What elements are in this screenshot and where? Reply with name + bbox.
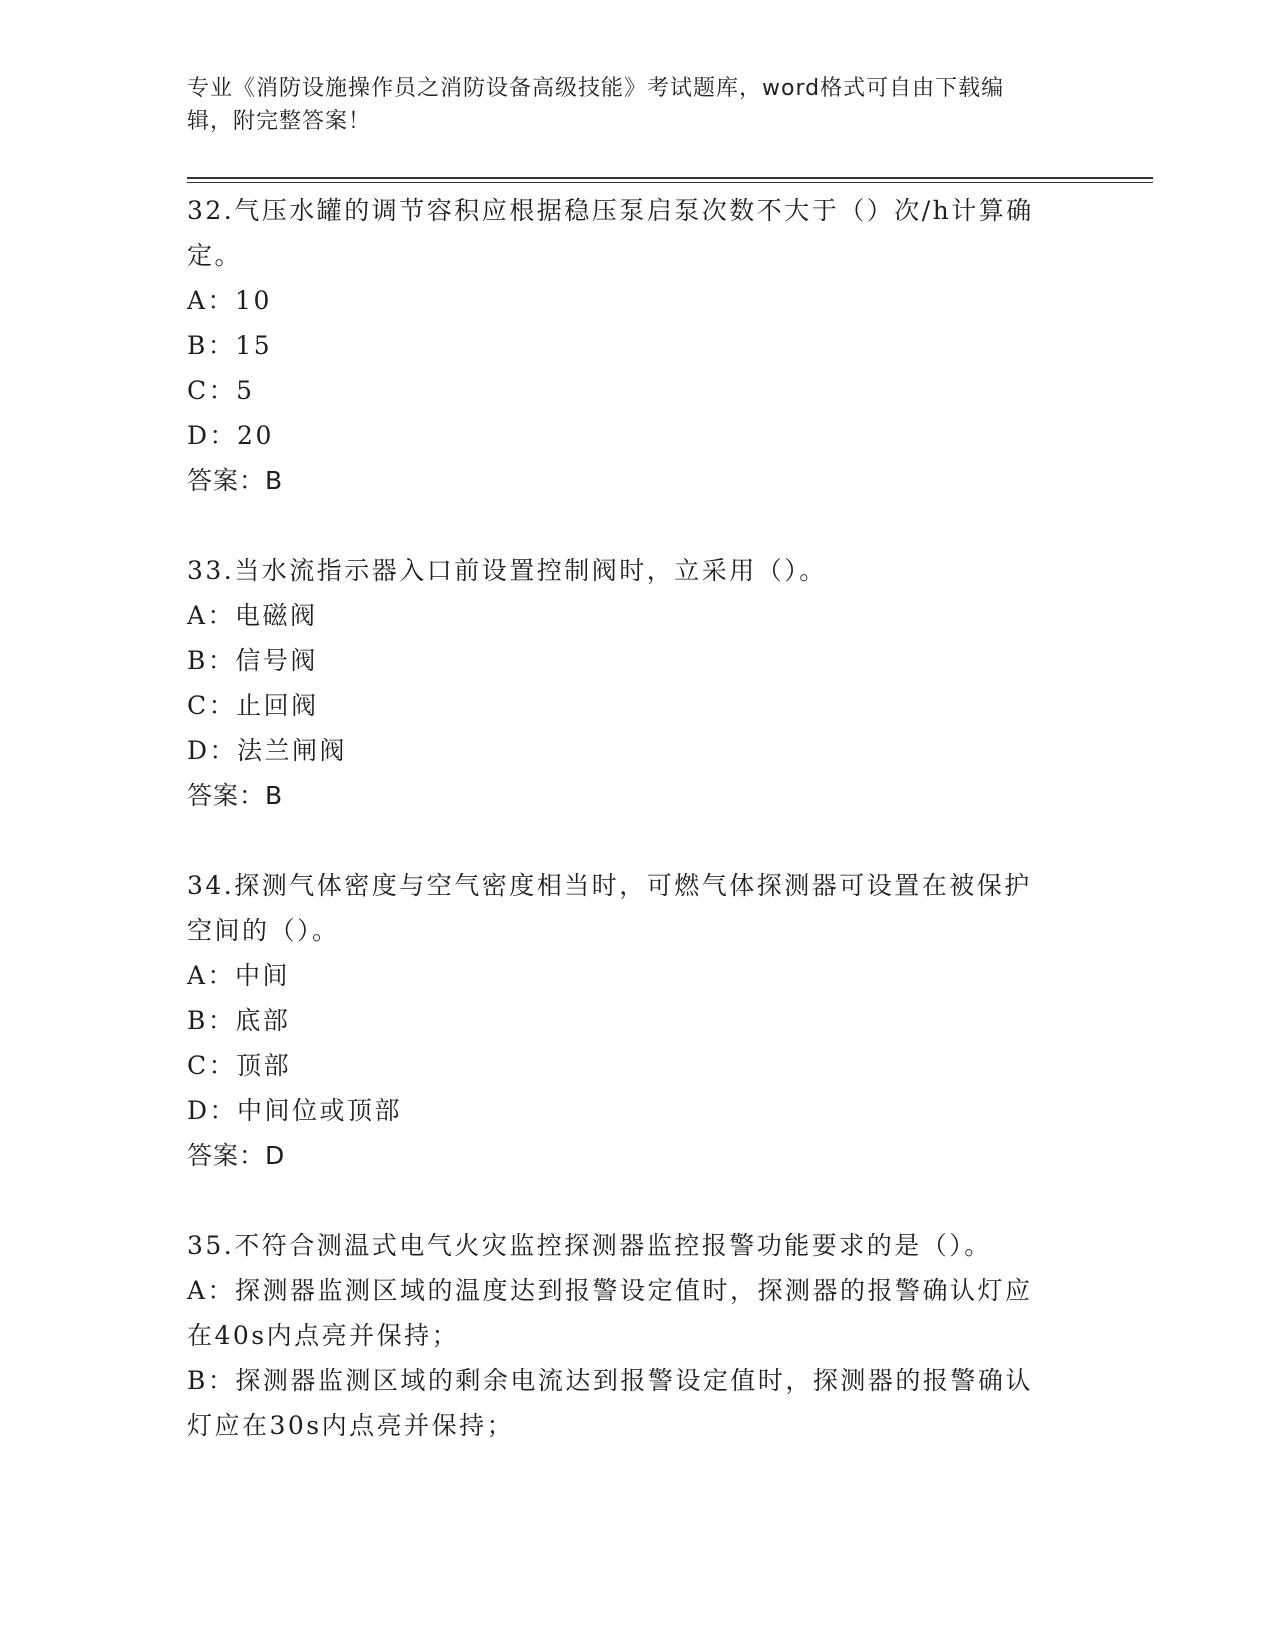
option-a: A：10	[187, 286, 272, 315]
question-stem: 35.不符合测温式电气火灾监控探测器监控报警功能要求的是（）。	[187, 1231, 992, 1260]
option-c: C：5	[187, 376, 255, 405]
question-stem-continued: 定。	[187, 241, 243, 270]
option-c: C：顶部	[187, 1051, 292, 1080]
option-b: B：探测器监测区域的剩余电流达到报警设定值时，探测器的报警确认	[187, 1366, 1033, 1395]
header-line-1: 专业《消防设施操作员之消防设备高级技能》考试题库，word格式可自由下载编	[187, 76, 1005, 101]
option-d: D：中间位或顶部	[187, 1096, 403, 1125]
question-stem-continued: 空间的（）。	[187, 916, 340, 945]
option-a-continued: 在40s内点亮并保持；	[187, 1321, 460, 1350]
question-stem: 34.探测气体密度与空气密度相当时，可燃气体探测器可设置在被保护	[187, 871, 1032, 900]
option-b: B：15	[187, 331, 273, 360]
option-b-continued: 灯应在30s内点亮并保持；	[187, 1411, 515, 1440]
option-a: A：探测器监测区域的温度达到报警设定值时，探测器的报警确认灯应	[187, 1276, 1033, 1305]
option-a: A：中间	[187, 961, 291, 990]
option-c: C：止回阀	[187, 691, 319, 720]
answer: 答案：B	[187, 466, 284, 495]
option-b: B：信号阀	[187, 646, 318, 675]
answer: 答案：D	[187, 1141, 286, 1170]
question-stem: 32.气压水罐的调节容积应根据稳压泵启泵次数不大于（）次/h计算确	[187, 196, 1034, 225]
document-header	[187, 72, 1087, 138]
option-d: D：20	[187, 421, 274, 450]
question-35	[187, 1223, 1087, 1448]
question-stem: 33.当水流指示器入口前设置控制阀时，立采用（）。	[187, 556, 827, 585]
answer: 答案：B	[187, 781, 284, 810]
option-b: B：底部	[187, 1006, 291, 1035]
question-list	[187, 188, 1087, 1448]
question-33	[187, 548, 1087, 818]
option-d: D：法兰闸阀	[187, 736, 348, 765]
header-line-2: 辑，附完整答案！	[187, 109, 372, 134]
header-divider	[187, 177, 1153, 183]
question-32	[187, 188, 1087, 503]
question-34	[187, 863, 1087, 1178]
option-a: A：电磁阀	[187, 601, 318, 630]
